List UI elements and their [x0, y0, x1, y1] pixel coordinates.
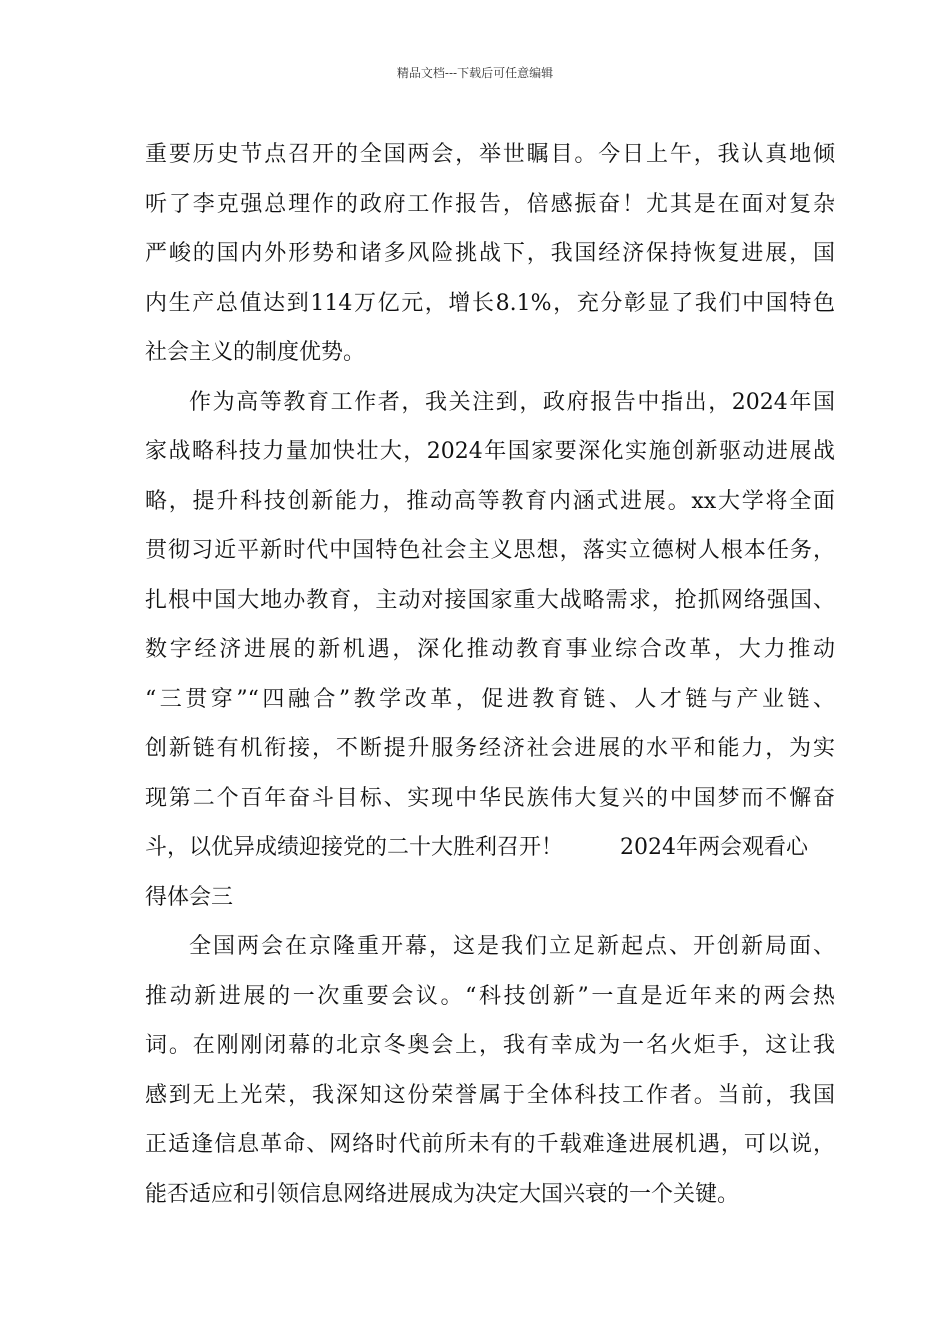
text-line: 作为高等教育工作者，我关注到，政府报告中指出，2024年国 — [189, 389, 835, 415]
page-header: 精品文档---下载后可任意编辑 — [396, 66, 554, 80]
text-line-with-heading — [145, 823, 835, 873]
text-line: 能否适应和引领信息网络进展成为决定大国兴衰的一个关键。 — [145, 1181, 740, 1207]
text-line: 词。在刚刚闭幕的北京冬奥会上，我有幸成为一名火炬手，这让我 — [145, 1033, 835, 1058]
text-line: 社会主义的制度优势。 — [145, 340, 366, 365]
text-line: “三贯穿”“四融合”教学改革，促进教育链、人才链与产业链、 — [145, 686, 835, 712]
text-line: 家战略科技力量加快壮大，2024年国家要深化实施创新驱动进展战 — [145, 439, 835, 464]
text-line: 创新链有机衔接，不断提升服务经济社会进展的水平和能力，为实 — [145, 736, 835, 761]
text-line: 内生产总值达到114万亿元，增长8.1%，充分彰显了我们中国特色 — [145, 290, 835, 316]
section-heading-start: 2024年两会观看心 — [620, 835, 808, 860]
text-line: 推动新进展的一次重要会议。“科技创新”一直是近年来的两会热 — [145, 983, 835, 1009]
text-line: 重要历史节点召开的全国两会，举世瞩目。今日上午，我认真地倾 — [145, 142, 835, 167]
text-line: 扎根中国大地办教育，主动对接国家重大战略需求，抢抓网络强国、 — [145, 587, 835, 613]
document-body — [145, 130, 835, 1219]
text-line: 数字经济进展的新机遇，深化推动教育事业综合改革，大力推动 — [145, 637, 835, 662]
paragraph-3 — [145, 922, 835, 1219]
text-line: 正适逢信息革命、网络时代前所未有的千载难逢进展机遇，可以说， — [145, 1132, 835, 1157]
text-line: 现第二个百年奋斗目标、实现中华民族伟大复兴的中国梦而不懈奋 — [145, 785, 835, 811]
text-line-segment: 斗，以优异成绩迎接党的二十大胜利召开！ — [145, 835, 564, 860]
paragraph-2 — [145, 378, 835, 923]
paragraph-1 — [145, 130, 835, 378]
text-line: 略，提升科技创新能力，推动高等教育内涵式进展。xx大学将全面 — [145, 488, 835, 514]
text-line: 严峻的国内外形势和诸多风险挑战下，我国经济保持恢复进展，国 — [145, 241, 835, 266]
text-line: 全国两会在京隆重开幕，这是我们立足新起点、开创新局面、 — [189, 934, 835, 959]
text-line: 感到无上光荣，我深知这份荣誉属于全体科技工作者。当前，我国 — [145, 1082, 835, 1108]
section-heading-end: 得体会三 — [145, 884, 234, 910]
text-line: 听了李克强总理作的政府工作报告，倍感振奋！尤其是在面对复杂 — [145, 191, 835, 217]
text-line: 贯彻习近平新时代中国特色社会主义思想，落实立德树人根本任务， — [145, 538, 835, 563]
